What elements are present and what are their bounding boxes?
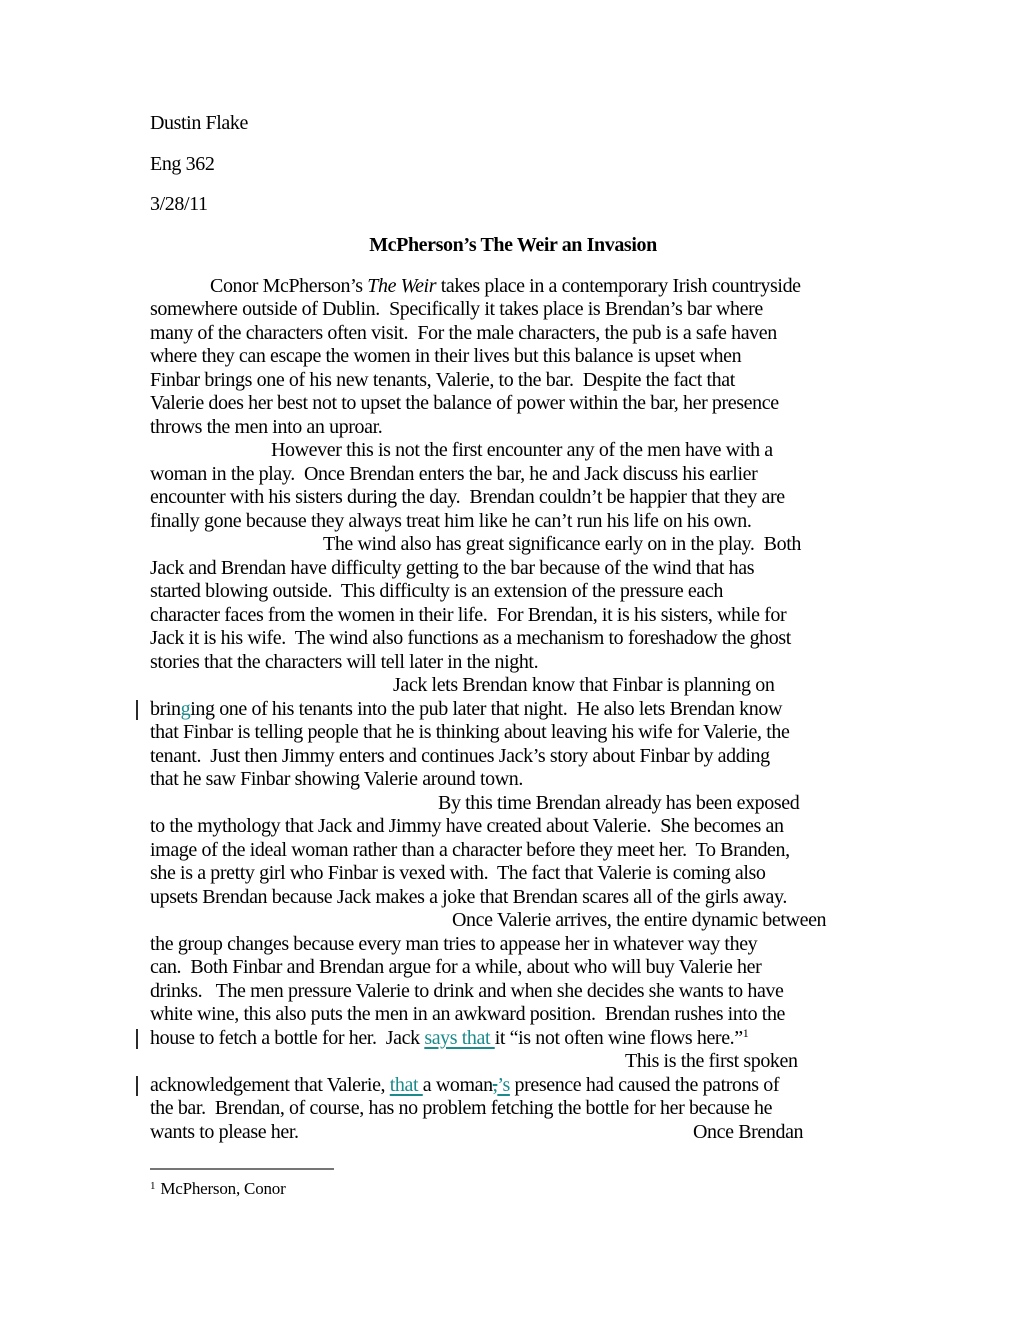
text-segment: image of the ideal woman rather than a character before they meet her. To Branden, [150,838,790,861]
text-line [150,933,876,957]
text-segment: drinks. The men pressure Valerie to drink and when she decides she wants to have [150,979,784,1002]
text-line [150,510,876,534]
text-segment: tenant. Just then Jimmy enters and continues Jack’s story about Finbar by adding [150,744,770,767]
footnote [150,1179,876,1199]
text-line [150,792,876,816]
text-line [150,486,876,510]
text-segment: finally gone because they always treat him like he can’t run his life on his own. [150,509,752,532]
text-line [150,839,876,863]
text-segment: she is a pretty girl who Finbar is vexed with. The fact that Valerie is coming also [150,862,766,885]
text-segment: Valerie does her best not to upset the balance of power within the bar, her presence [150,392,779,415]
footnote-ref: 1 [150,1180,156,1193]
text-segment: The wind also has great significance early on in the play. Both [323,533,801,556]
text-line [150,674,876,698]
text-segment: the group changes because every man tries to appease her in whatever way they [150,932,758,955]
italic-text: The Weir [367,274,437,297]
text-segment: woman in the play. Once Brendan enters the bar, he and Jack discuss his earlier [150,462,758,485]
text-line [150,956,876,980]
text-segment: acknowledgement that Valerie, [150,1073,390,1096]
text-segment: takes place in a contemporary Irish countryside [436,274,801,297]
text-line [150,439,876,463]
inserted-text: ’s [497,1073,510,1096]
text-segment: somewhere outside of Dublin. Specifically it takes place is Brendan’s bar where [150,298,763,321]
text-line [150,980,876,1004]
header-author: Dustin Flake [150,112,248,134]
document [150,112,876,1199]
text-line [150,768,876,792]
text-line [150,721,876,745]
text-line [150,745,876,769]
text-segment: presence had caused the patrons of [509,1073,780,1096]
text-segment: By this time Brendan already has been exposed [438,791,800,814]
text-line [150,651,876,675]
text-line [150,580,876,604]
footnote-reference-mark: 1 [742,1025,749,1040]
text-line [150,604,876,628]
deleted-text: , [492,1073,498,1096]
inserted-text: that [389,1073,423,1096]
text-line [150,557,876,581]
text-segment: the bar. Brendan, of course, has no problem fetching the bottle for her because he [150,1097,773,1120]
footnote-separator [150,1168,334,1170]
text-segment: brin [150,697,181,720]
text-line [150,862,876,886]
text-segment: However this is not the first encounter any of the men have with a [271,439,773,462]
text-segment: white wine, this also puts the men in an awkward position. Brendan rushes into the [150,1003,786,1026]
text-segment: to the mythology that Jack and Jimmy have created about Valerie. She becomes an [150,815,784,838]
text-segment: encounter with his sisters during the day. Brendan couldn’t be happier that they are [150,486,785,509]
text-line [150,392,876,416]
text-segment: it “is not often wine flows here.” [494,1026,743,1049]
text-segment: where they can escape the women in their lives but this balance is upset when [150,345,742,368]
header-course: Eng 362 [150,152,215,175]
text-segment: stories that the characters will tell later in the night. [150,650,539,673]
text-segment: that Finbar is telling people that he is thinking about leaving his wife for Valerie, the [150,721,790,744]
text-segment: upsets Brendan because Jack makes a joke that Brendan scares all of the girls away. [150,885,787,908]
inserted-text: says that [424,1026,495,1049]
text-segment: a woman [422,1073,493,1096]
text-line-with-change-bar [150,698,876,722]
text-line [150,533,876,557]
header-date: 3/28/11 [150,193,208,216]
text-segment: many of the characters often visit. For the male characters, the pub is a safe haven [150,321,777,344]
text-segment: can. Both Finbar and Brendan argue for a while, about who will buy Valerie her [150,956,762,979]
text-segment: Jack it is his wife. The wind also functions as a mechanism to foreshadow the ghost [150,627,791,650]
text-segment: Once Brendan [693,1120,804,1143]
text-line [150,416,876,440]
text-segment: throws the men into an uproar. [150,415,383,438]
text-segment: character faces from the women in their life. For Brendan, it is his sisters, while for [150,603,787,626]
text-line [150,1121,876,1145]
footnote-text: McPherson, Conor [160,1179,286,1199]
text-line [150,815,876,839]
document-body [150,275,876,1145]
text-segment: Finbar brings one of his new tenants, Valerie, to the bar. Despite the fact that [150,368,735,391]
text-line [150,909,876,933]
text-line-with-change-bar [150,1027,876,1051]
text-line [150,1050,876,1074]
text-line [150,345,876,369]
inserted-text: g [180,697,191,720]
essay-title: McPherson’s The Weir an Invasion [369,234,657,257]
text-segment: This is the first spoken [625,1050,798,1073]
text-line [150,369,876,393]
text-line [150,627,876,651]
text-segment: Jack and Brendan have difficulty getting to the bar because of the wind that has [150,556,755,579]
text-line [150,463,876,487]
text-line [150,886,876,910]
text-line [150,298,876,322]
text-line [150,1097,876,1121]
text-line [150,1003,876,1027]
text-segment: Once Valerie arrives, the entire dynamic between [452,909,827,932]
text-segment: Conor McPherson’s [210,274,368,297]
text-segment: that he saw Finbar showing Valerie around town. [150,768,523,791]
text-segment: Jack lets Brendan know that Finbar is planning on [393,674,775,697]
text-line [150,275,876,299]
text-line [150,322,876,346]
text-segment: ing one of his tenants into the pub later that night. He also lets Brendan know [190,697,783,720]
text-segment: started blowing outside. This difficulty is an extension of the pressure each [150,580,723,603]
text-segment: house to fetch a bottle for her. Jack [150,1026,425,1049]
text-segment: wants to please her. [150,1120,299,1143]
text-line-with-change-bar [150,1074,876,1098]
